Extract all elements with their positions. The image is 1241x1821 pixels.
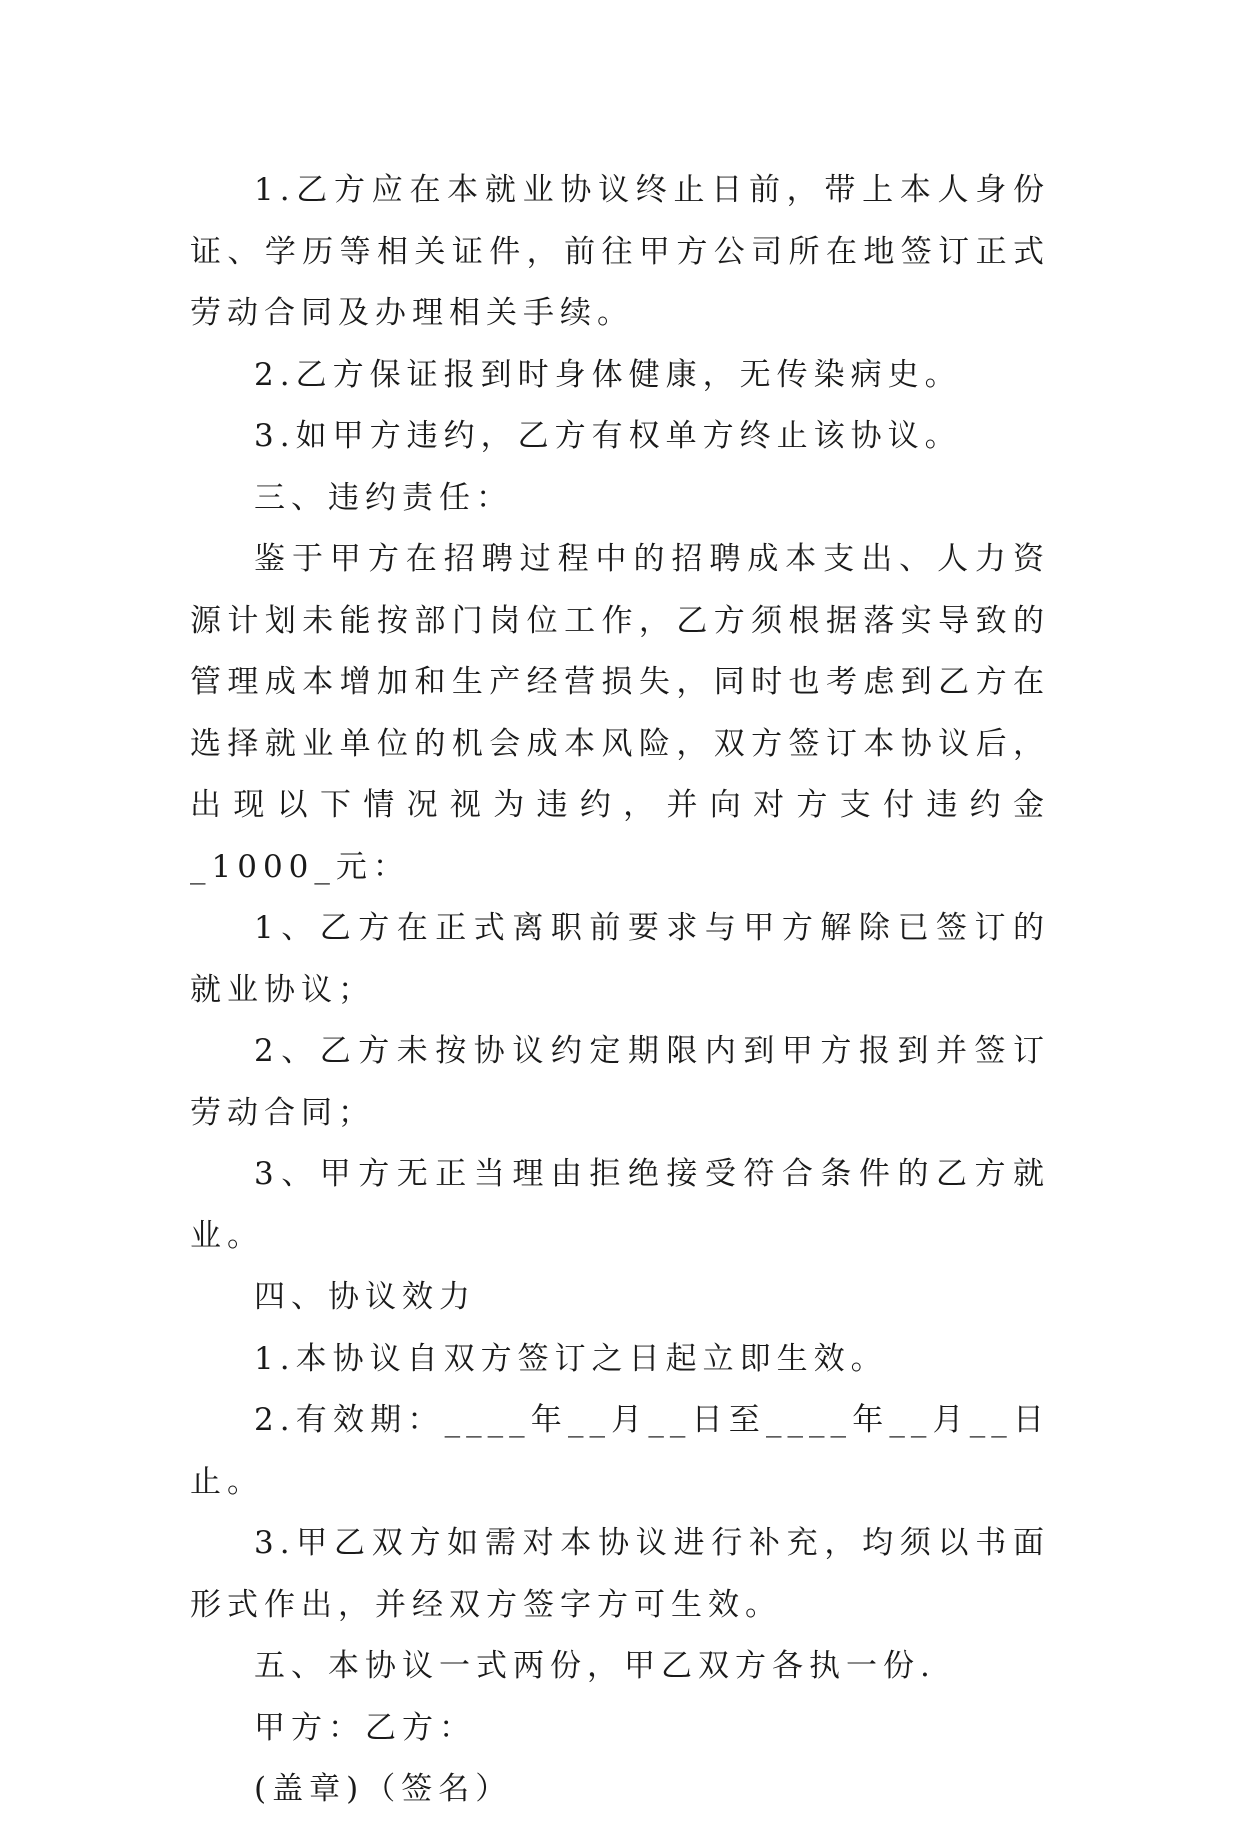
breach-item-2: 2、乙方未按协议约定期限内到甲方报到并签订劳动合同； xyxy=(190,1033,1050,1131)
validity-item-2: 2.有效期：____年__月__日至____年__月__日止。 xyxy=(190,1402,1050,1500)
clause-1-2: 2.乙方保证报到时身体健康，无传染病史。 xyxy=(254,356,962,393)
signature-parties: 甲方：乙方： xyxy=(254,1709,476,1746)
validity-item-1: 1.本协议自双方签订之日起立即生效。 xyxy=(254,1340,888,1377)
section-copies: 五、本协议一式两份，甲乙双方各执一份. xyxy=(254,1648,936,1684)
breach-item-1: 1、乙方在正式离职前要求与甲方解除已签订的就业协议； xyxy=(190,910,1050,1008)
breach-preamble: 鉴于甲方在招聘过程中的招聘成本支出、人力资源计划未能按部门岗位工作，乙方须根据落实导致的管理成本增加和生产经营损失，同时也考虑到乙方在选择就业单位的机会成本风险，双方签订本协议后，出现以下情况视为违约，并向对方支付违约金_1000_元： xyxy=(190,541,1050,885)
validity-item-3: 3.甲乙双方如需对本协议进行补充，均须以书面形式作出，并经双方签字方可生效。 xyxy=(190,1525,1050,1623)
clause-1-1: 1.乙方应在本就业协议终止日前，带上本人身份证、学历等相关证件，前往甲方公司所在地签订正式劳动合同及办理相关手续。 xyxy=(190,172,1050,331)
signature-marks: (盖章)（签名） xyxy=(254,1771,513,1807)
breach-item-3: 3、甲方无正当理由拒绝接受符合条件的乙方就业。 xyxy=(190,1156,1050,1254)
document-body xyxy=(190,160,1050,1821)
clause-1-3: 3.如甲方违约，乙方有权单方终止该协议。 xyxy=(254,418,962,454)
section-heading-agreement-validity: 四、协议效力 xyxy=(254,1279,476,1315)
section-heading-breach-liability: 三、违约责任： xyxy=(254,479,513,516)
